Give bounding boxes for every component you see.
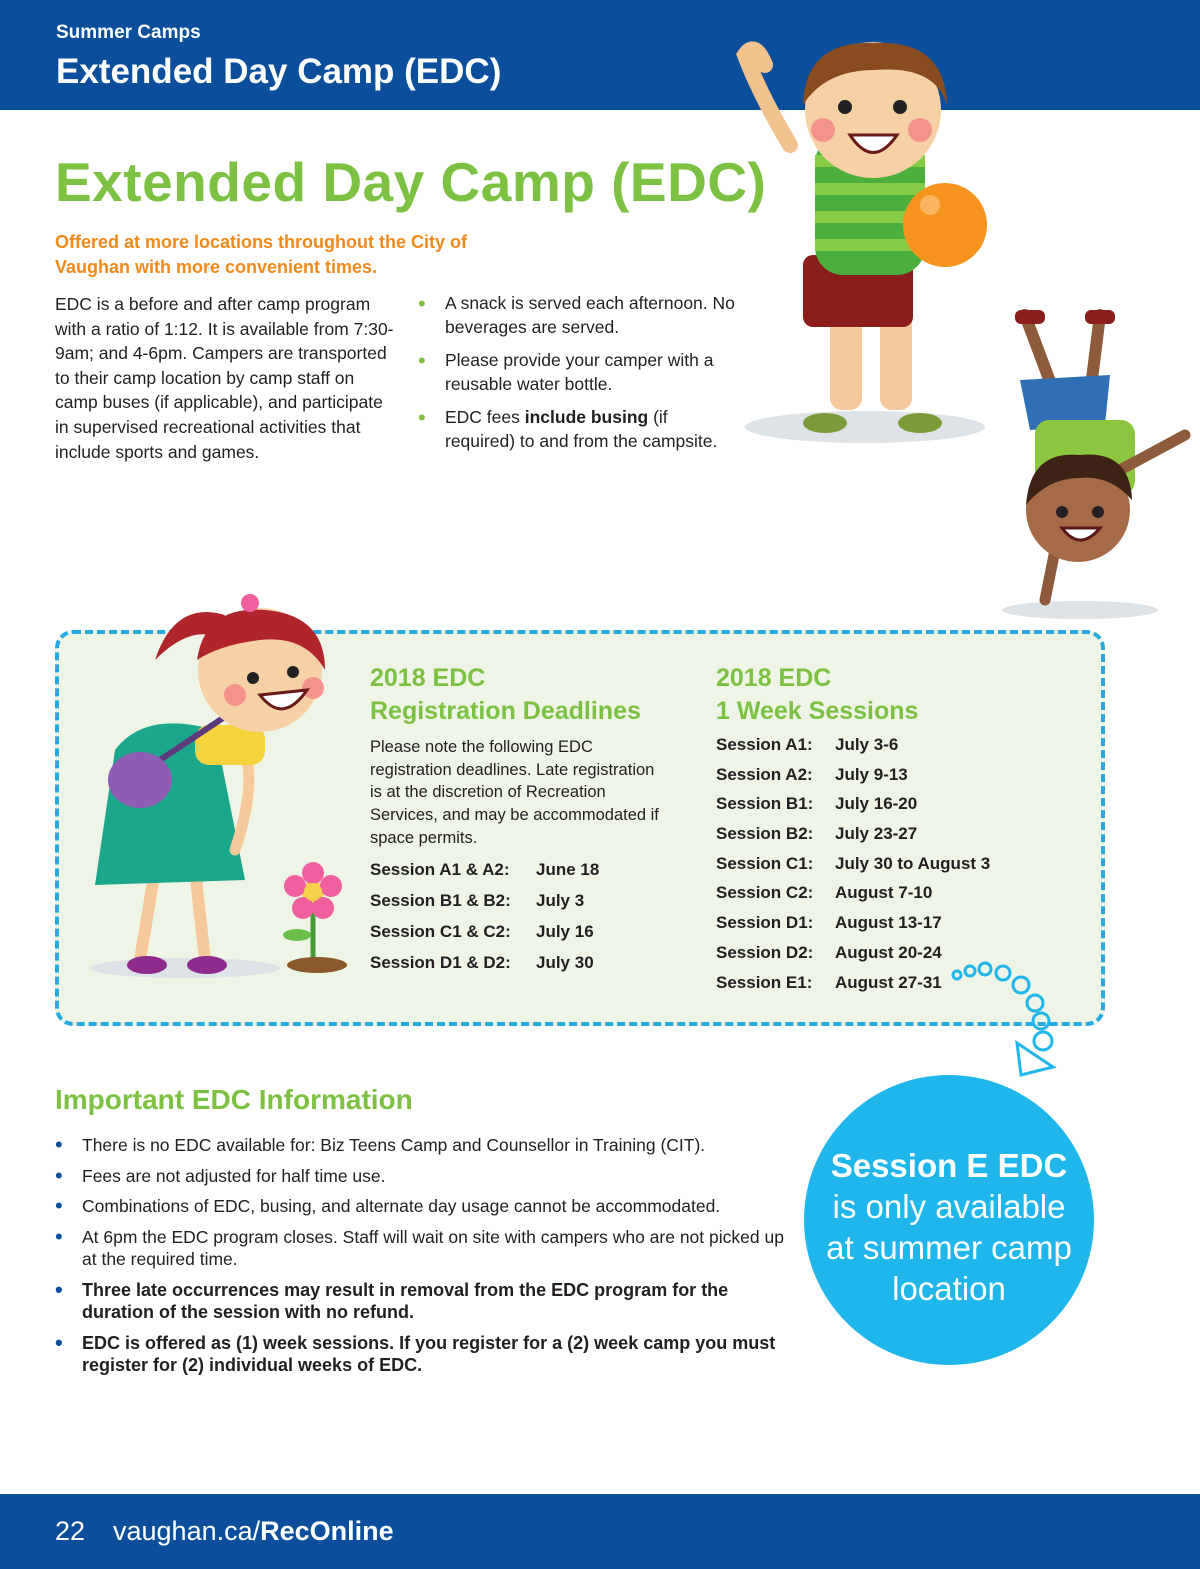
session-e-callout	[804, 1075, 1094, 1365]
page-header	[0, 0, 1200, 110]
program-highlights-list	[418, 292, 738, 463]
page-title: Extended Day Camp (EDC)	[55, 151, 767, 213]
table-row: Session C2: August 7-10	[716, 883, 933, 903]
boy-with-ball-illustration	[735, 35, 995, 445]
callout-line: location	[892, 1270, 1006, 1307]
deadlines-heading: 2018 EDC Registration Deadlines	[370, 664, 641, 725]
list-item: • Fees are not adjusted for half time use.	[55, 1165, 795, 1188]
bubble-trail-decoration	[945, 955, 1065, 1080]
important-info-list	[55, 1134, 795, 1385]
page-footer	[0, 1494, 1200, 1569]
table-row: Session E1: August 27-31	[716, 972, 942, 992]
girl-with-flower-illustration	[85, 590, 360, 985]
table-row: Session D1 & D2: July 30	[370, 953, 594, 972]
list-item: • There is no EDC available for: Biz Teens Camp and Counsellor in Training (CIT).	[55, 1134, 795, 1157]
list-item: • EDC fees include busing (if required) to and from the campsite.	[418, 406, 738, 453]
cartwheel-kid-illustration	[1000, 300, 1200, 630]
table-row: Session C1 & C2: July 16	[370, 922, 594, 941]
list-item: • Please provide your camper with a reusable water bottle.	[418, 349, 738, 396]
table-row: Session B1 & B2: July 3	[370, 891, 585, 910]
sessions-heading: 2018 EDC 1 Week Sessions	[716, 664, 919, 725]
section-kicker: Summer Camps	[56, 22, 201, 43]
header-title: Extended Day Camp (EDC)	[56, 52, 502, 91]
table-row: Session B1: July 16-20	[716, 794, 918, 814]
intro-paragraph: EDC is a before and after camp program with a ratio of 1:12. It is available from 7:30-9am; and 4-6pm. Campers are transported to their camp location by camp staff on camp buses (if applicable), and participate in supervised recreational activities that include sports and games.	[55, 294, 394, 462]
table-row: Session D1: August 13-17	[716, 913, 942, 933]
list-item: • A snack is served each afternoon. No beverages are served.	[418, 292, 738, 339]
callout-title: Session E EDC	[830, 1147, 1068, 1184]
deadlines-note: Please note the following EDC registration deadlines. Late registration is at the discretion of Recreation Services, and may be accommodated if space permits.	[370, 738, 659, 847]
callout-line: is only available	[832, 1188, 1066, 1225]
list-item: • Three late occurrences may result in removal from the EDC program for the duration of the session with no refund.	[55, 1279, 795, 1324]
table-row: Session C1: July 30 to August 3	[716, 853, 991, 873]
table-row: Session A1: July 3-6	[716, 735, 899, 754]
table-row: Session B2: July 23-27	[716, 824, 918, 844]
table-row: Session A1 & A2: June 18	[370, 860, 600, 879]
subtitle: Offered at more locations throughout the City of Vaughan with more convenient times.	[55, 232, 468, 277]
important-info-heading: Important EDC Information	[55, 1084, 413, 1115]
website-link[interactable]: vaughan.ca/RecOnline	[113, 1516, 394, 1546]
page-number: 22	[55, 1516, 86, 1546]
table-row: Session D2: August 20-24	[716, 942, 942, 962]
deadlines-table	[370, 860, 599, 984]
callout-line: at summer camp	[826, 1229, 1072, 1266]
table-row: Session A2: July 9-13	[716, 764, 908, 784]
list-item: • EDC is offered as (1) week sessions. If you register for a (2) week camp you must register for (2) individual weeks of EDC.	[55, 1332, 795, 1377]
list-item: • Combinations of EDC, busing, and alternate day usage cannot be accommodated.	[55, 1195, 795, 1218]
list-item: • At 6pm the EDC program closes. Staff will wait on site with campers who are not picked up at the required time.	[55, 1226, 795, 1271]
